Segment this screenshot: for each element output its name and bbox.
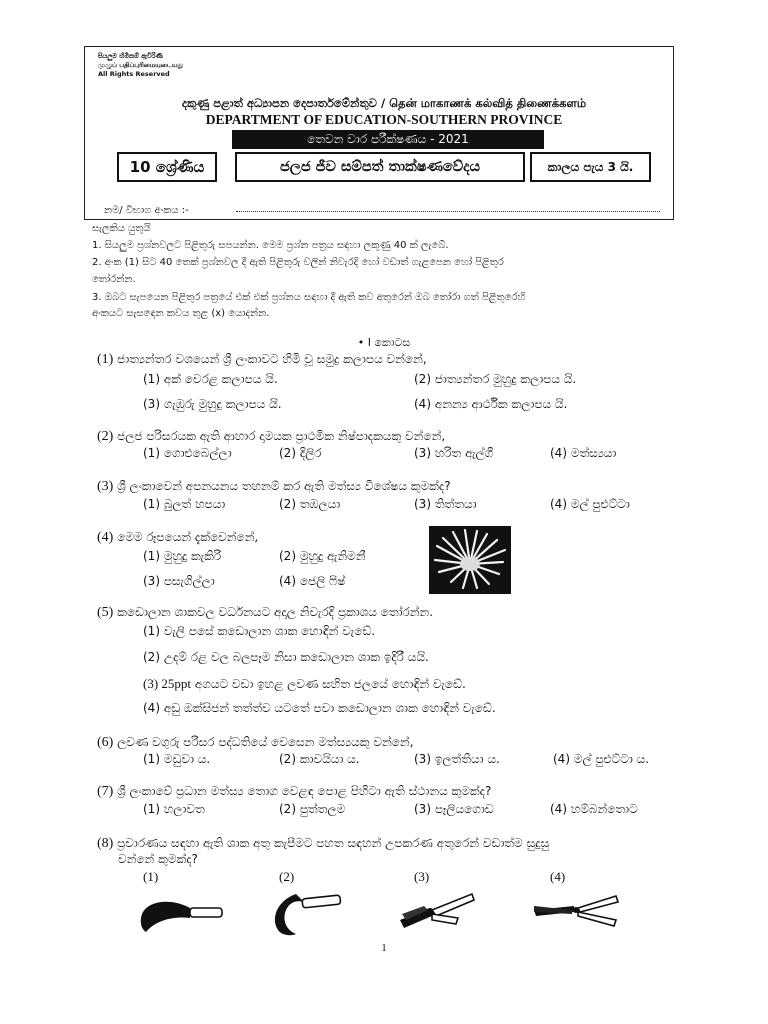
question-text: ජලජ පරිසරයක ඇති ආහාර දාමයක ප්‍රාථමික නිෂ්පාදකයකු වන්නේ, [117, 429, 446, 443]
instructions-title: සැලකිය යුතුයි [92, 223, 151, 234]
department-title-si-ta: දකුණු පළාත් අධ්‍යාපන දෙපාර්තමේන්තුව / தென் மாகாணக் கல்வித் திணைக்களம் [181, 96, 587, 110]
q7-option-4[interactable]: (4) හම්බන්තොට [550, 802, 638, 816]
q4-option-1[interactable]: (1) මුහුදු කැකිරි [143, 549, 222, 563]
question-number: (8) [97, 836, 114, 851]
q2-option-2[interactable]: (2) දිලිර [279, 446, 322, 460]
instruction-1: 1. සියලුම ප්‍රශ්නවලට පිළිතුරු සපයන්න. මෙම ප්‍රශ්න පත්‍රය සඳහා ලකුණු 40 ක් ලැබේ. [92, 240, 449, 251]
question-text: ප්‍රචාරණය සඳහා ඇති ශාක අතු කැපීමට පහත සඳහන් උපකරණ අතුරෙන් වඩාත්ම සුදුසු [117, 836, 550, 850]
q7-option-1[interactable]: (1) හලාවත [143, 802, 205, 816]
option-3-text: අගයට වඩා ඉහළ ලවණ සහිත ජලයේ හොඳින් වැඩේ. [191, 677, 466, 691]
q3-option-3[interactable]: (3) තිත්තයා [414, 497, 477, 511]
question-2 [97, 429, 445, 445]
q8-option-2[interactable]: (2) [279, 869, 295, 884]
section-heading: • I කොටස [357, 336, 411, 349]
question-text: මෙම රූපයෙන් දැක්වෙන්නේ, [117, 530, 259, 544]
q1-option-1[interactable]: (1) අක් වෙරළ කලාපය යි. [143, 372, 278, 386]
name-field[interactable] [236, 211, 660, 212]
page-number: 1 [381, 942, 387, 954]
q6-option-1[interactable]: (1) මඩුවා ය. [143, 752, 211, 766]
machete-knife-image [138, 894, 228, 940]
q7-option-3[interactable]: (3) පෑලියගොඩ [414, 802, 494, 816]
name-label: නම/ විභාග අංකය :- [104, 205, 189, 216]
q6-option-2[interactable]: (2) කාවයියා ය. [279, 752, 360, 766]
department-title-en: DEPARTMENT OF EDUCATION-SOUTHERN PROVINCE [205, 112, 563, 127]
question-text: ජාත්‍යන්තර වශයෙන් ශ්‍රී ලංකාවට හිමි වූ සමුද්‍ර කලාපය වන්නේ, [117, 352, 427, 366]
grade-box: 10 ශ්‍රේණිය [117, 152, 217, 182]
secateurs-image [396, 888, 478, 938]
question-5 [97, 605, 433, 621]
question-number: (2) [97, 429, 114, 444]
q5-option-2[interactable]: (2) උදම් රළ වල බලපෑම නිසා කඩොලාන ශාක ඉදිරී යයි. [143, 650, 429, 664]
q6-option-4[interactable]: (4) මල් පුළුට්ටා ය. [553, 752, 650, 766]
question-1 [97, 352, 427, 368]
question-8-cont: වන්නේ කුමක්ද? [118, 852, 198, 866]
q1-option-3[interactable]: (3) ගැඹුරු මුහුදු කලාපය යි. [143, 397, 282, 411]
question-text: ශ්‍රී ලංකාවෙන් අපනයනය තහනම් කර ඇති මත්ස්‍ය විශේෂය කුමක්ද? [117, 479, 451, 493]
q5-option-1[interactable]: (1) වැලි පසේ කඩොලාන ශාක හොඳින් වැඩේ. [143, 624, 376, 638]
subject-box: ජලජ ජීව සම්පත් තාක්ෂණවේදය [235, 152, 525, 182]
q3-option-4[interactable]: (4) මල් පුළුට්ටා [550, 497, 630, 511]
rights-notice [98, 52, 183, 79]
question-number: (1) [97, 352, 114, 367]
q1-option-2[interactable]: (2) ජාත්‍යන්තර මුහුදු කලාපය යි. [414, 372, 577, 386]
instruction-3: 3. ඔබට සැපයෙන පිළිතුර පත්‍රයේ එක් එක් ප්‍රශ්නය සඳහා දී ඇති කව අතුරෙන් ඔබ තෝරා ගත් පිළිතුරෙහි [92, 292, 526, 303]
q2-option-3[interactable]: (3) හරිත ඇල්ගී [414, 446, 494, 460]
instruction-2-cont: තෝරන්න. [92, 274, 136, 285]
sea-anemone-image [429, 526, 511, 594]
rights-line-ta: முழுப் பதிப்புரிமையுடையது [98, 61, 184, 69]
q6-option-3[interactable]: (3) ඉලත්තියා ය. [414, 752, 500, 766]
question-number: (5) [97, 605, 114, 620]
q3-option-2[interactable]: (2) තඹලයා [279, 497, 341, 511]
q7-option-2[interactable]: (2) පුත්තලම [279, 802, 346, 816]
q8-option-4[interactable]: (4) [550, 869, 566, 884]
question-3 [97, 479, 451, 495]
q8-option-1[interactable]: (1) [143, 869, 159, 884]
q1-option-4[interactable]: (4) අනන්‍ය ආර්ථික කලාපය යි. [414, 397, 568, 411]
q2-option-4[interactable]: (4) මත්ස්‍යයා [550, 446, 617, 460]
q4-option-2[interactable]: (2) මුහුදු ඇනිමනී [279, 549, 366, 563]
question-7 [97, 784, 491, 800]
question-text: ශ්‍රී ලංකාවේ ප්‍රධාන මත්ස්‍ය තොග වෙළඳ පොළ පිහිටා ඇති ස්ථානය කුමක්ද? [117, 784, 492, 798]
sea-anemone-drawing [429, 526, 511, 594]
q8-option-3[interactable]: (3) [414, 869, 430, 884]
q4-option-4[interactable]: (4) ජෙලි ෆිෂ් [279, 574, 346, 588]
rights-line-en: All Rights Reserved [98, 70, 170, 78]
exam-title-bar: තෙවන වාර පරීක්ෂණය - 2021 [232, 130, 544, 149]
question-4 [97, 530, 258, 546]
rights-line-si: සියලුම හිමිකම් ඇවිරිණි [98, 52, 163, 60]
q4-option-3[interactable]: (3) පසැගිල්ලා [143, 574, 215, 588]
question-text: කඩොලාන ශාකවල වර්ධනයට අදාල නිවැරදි ප්‍රකාශය තෝරන්න. [117, 605, 434, 619]
q3-option-1[interactable]: (1) බුලත් හපයා [143, 497, 226, 511]
question-number: (7) [97, 784, 114, 799]
question-text: ලවණ වගුරු පරිසර පද්ධතියේ වෙසෙන මත්ස්‍යයකු වන්නේ, [117, 735, 414, 749]
instruction-3-cont: අංකයට සැසඳෙන කවය තුළ (x) යොදන්න. [92, 308, 270, 319]
question-8 [97, 836, 549, 852]
sickle-image [266, 890, 346, 940]
question-number: (4) [97, 530, 114, 545]
hedge-shears-image [532, 890, 622, 930]
instruction-2: 2. අංක (1) සිට 40 තෙක් ප්‍රශ්නවල දී ඇති පිළිතුරු වලින් නිවැරදි හෝ වඩාත් ගැළපෙන හෝ පිළිතුර [92, 257, 504, 268]
time-box: කාලය පැය 3 යි. [530, 152, 651, 182]
question-number: (3) [97, 479, 114, 494]
option-3-value: (3) 25ppt [143, 676, 192, 691]
question-6 [97, 735, 413, 751]
q2-option-1[interactable]: (1) ගොළුබෙල්ලා [143, 446, 232, 460]
q5-option-4[interactable]: (4) අඩු ඔක්සිජන් තත්ත්ව යටතේ පවා කඩොලාන ශාක හොඳින් වැඩේ. [143, 701, 496, 715]
q5-option-3[interactable] [143, 676, 466, 692]
question-number: (6) [97, 735, 114, 750]
